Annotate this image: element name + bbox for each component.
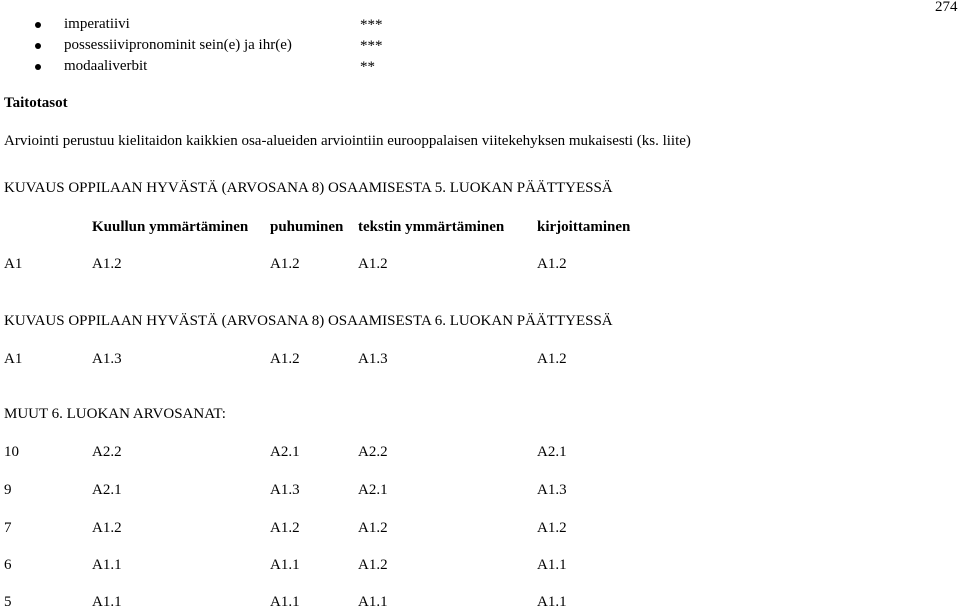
row-label: 6 [4,557,12,573]
page-number: 274 [935,0,958,15]
table-cell: A1.1 [270,557,300,573]
table-cell: A2.2 [358,444,388,460]
column-header: puhuminen [270,219,344,235]
table-cell: A1.2 [270,351,300,367]
row-label: 7 [4,520,12,536]
list-item-label: possessiivipronominit sein(e) ja ihr(e) [64,37,292,53]
list-item-stars: *** [360,17,383,33]
table-cell: A1.2 [358,256,388,272]
list-item-stars: *** [360,38,383,54]
bullet-icon [35,64,41,70]
table-cell: A1.2 [537,256,567,272]
table-cell: A2.1 [270,444,300,460]
other-grades-heading: MUUT 6. LUOKAN ARVOSANAT: [4,406,226,422]
grade5-heading: KUVAUS OPPILAAN HYVÄSTÄ (ARVOSANA 8) OSAAMISESTA 5. LUOKAN PÄÄTTYESSÄ [4,180,613,196]
grade6-heading: KUVAUS OPPILAAN HYVÄSTÄ (ARVOSANA 8) OSAAMISESTA 6. LUOKAN PÄÄTTYESSÄ [4,313,613,329]
row-label: 5 [4,594,12,610]
table-cell: A1.1 [92,557,122,573]
column-header: tekstin ymmärtäminen [358,219,505,235]
table-cell: A1.2 [358,557,388,573]
table-cell: A1.1 [270,594,300,610]
table-cell: A1.2 [270,256,300,272]
column-header: kirjoittaminen [537,219,631,235]
table-cell: A1.1 [537,594,567,610]
bullet-icon [35,22,41,28]
table-cell: A2.1 [358,482,388,498]
table-cell: A1.3 [537,482,567,498]
table-cell: A1.3 [358,351,388,367]
table-cell: A1.2 [92,520,122,536]
table-cell: A1.2 [270,520,300,536]
row-label: A1 [4,351,23,367]
list-item-label: modaaliverbit [64,58,148,74]
table-cell: A1.2 [358,520,388,536]
table-cell: A1.3 [270,482,300,498]
table-cell: A1.1 [537,557,567,573]
table-cell: A1.3 [92,351,122,367]
table-cell: A1.2 [92,256,122,272]
table-cell: A2.1 [92,482,122,498]
column-header: Kuullun ymmärtäminen [92,219,249,235]
intro-text: Arviointi perustuu kielitaidon kaikkien osa-alueiden arviointiin eurooppalaisen viitekehyksen mukaisesti (ks. liite) [4,133,691,149]
table-cell: A1.2 [537,351,567,367]
table-cell: A2.1 [537,444,567,460]
list-item-label: imperatiivi [64,16,130,32]
bullet-icon [35,43,41,49]
row-label: 9 [4,482,12,498]
list-item-stars: ** [360,59,375,75]
table-cell: A2.2 [92,444,122,460]
table-cell: A1.2 [537,520,567,536]
row-label: A1 [4,256,23,272]
table-cell: A1.1 [92,594,122,610]
row-label: 10 [4,444,19,460]
section-heading: Taitotasot [4,95,68,111]
table-cell: A1.1 [358,594,388,610]
